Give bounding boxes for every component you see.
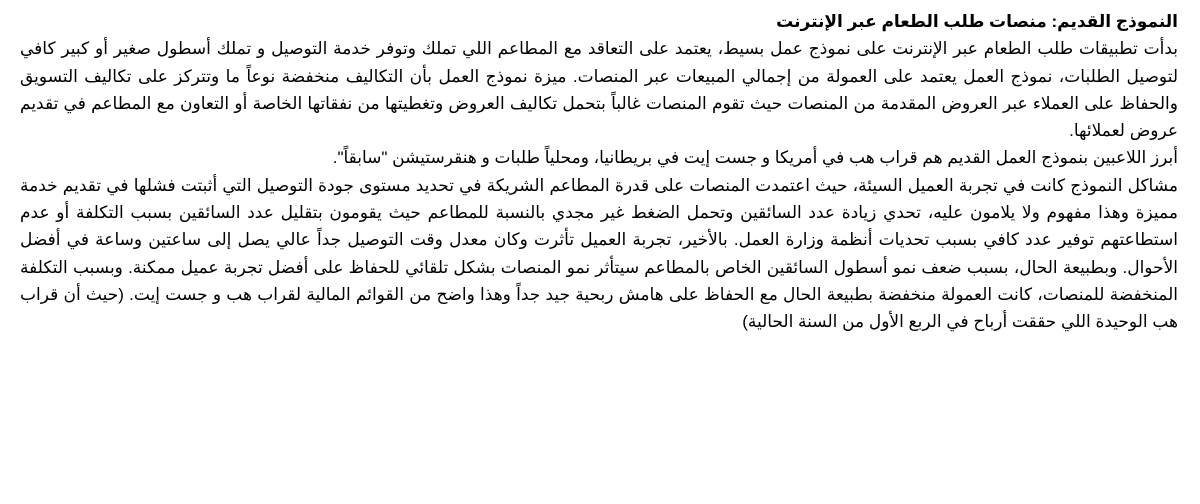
paragraph-business-model: بدأت تطبيقات طلب الطعام عبر الإنترنت على نموذج عمل بسيط، يعتمد على التعاقد مع المطاعم اللي تملك وتوفر خدمة التوصيل و تملك أسطول صغير أو كبير كافي لتوصيل الطلبات، نموذج العمل يعتمد على العمولة من إجمالي المبيعات عبر المنصات. ميزة نموذج العمل بأن التكاليف منخفضة نوعاً ما وتتركز على تكاليف التسويق والحفاظ على العملاء عبر العروض المقدمة من المنصات حيث تقوم المنصات غالباً بتحمل تكاليف العروض وتغطيتها من نفقاتها الخاصة أو التعاون مع المطاعم في تقديم عروض لعملائها. [20,39,1178,141]
paragraph-key-players: أبرز اللاعبين بنموذج العمل القديم هم قراب هب في أمريكا و جست إيت في بريطانيا، ومحلياً طلبات و هنقرستيشن "سابقاً". [332,148,1178,168]
paragraph-model-problems: مشاكل النموذج كانت في تجربة العميل السيئة، حيث اعتمدت المنصات على قدرة المطاعم الشريكة في تحديد مستوى جودة التوصيل التي أثبتت فشلها في تقديم خدمة مميزة وهذا مفهوم ولا يلامون عليه، تحدي زيادة عدد السائقين وتحمل الضغط غير مجدي بالنسبة للمطاعم حيث يقومون بتقليل عدد السائقين بسبب التكلفة أو عدم استطاعتهم توفير عدد كافي بسبب تحديات أنظمة وزارة العمل. بالأخير، تجربة العميل تأثرت وكان معدل وقت التوصيل جداً عالي يصل إلى ساعتين وساعة في أفضل الأحوال. وبطبيعة الحال، بسبب ضعف نمو أسطول السائقين الخاص بالمطاعم سيتأثر نمو المنصات بشكل تلقائي للحفاظ على أفضل تجربة عميل ممكنة. وبسبب التكلفة المنخفضة للمنصات، كانت العمولة منخفضة بطبيعة الحال مع الحفاظ على هامش ربحية جيد جداً وهذا واضح من القوائم المالية لقراب هب و جست إيت. (حيث أن قراب هب الوحيدة اللي حققت أرباح في الربع الأول من السنة الحالية) [20,175,1178,332]
document-title: النموذج القديم: منصات طلب الطعام عبر الإنترنت [776,12,1178,31]
